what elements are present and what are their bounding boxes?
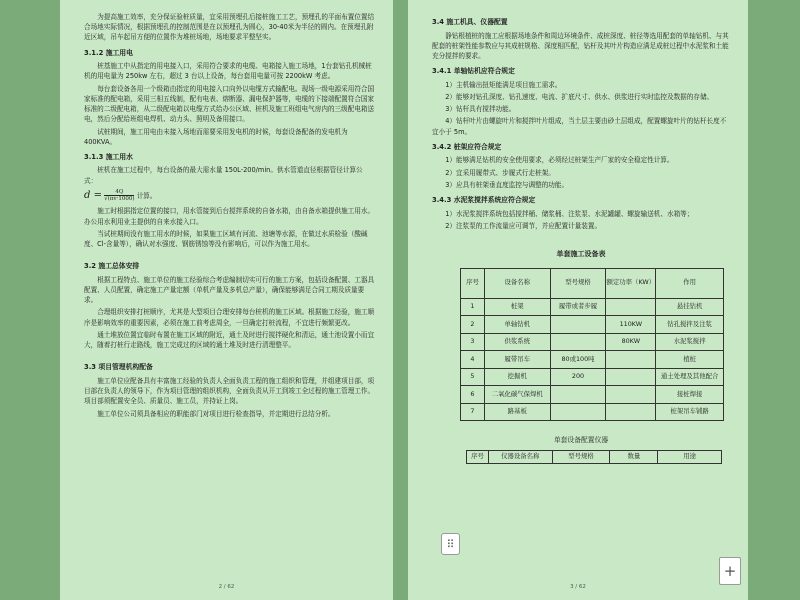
table-row — [461, 298, 724, 316]
table-cell: 通土处理及其他配合 — [656, 368, 724, 386]
table-cell: 桩架 — [484, 298, 550, 316]
document-page-left — [60, 0, 393, 600]
paragraph: 根据工程特点、施工单位的施工经验综合考虑编制切实可行的施工方案，包括设备配置、工器具配置、人员配置，确定施工产量定额（单机产量及多机总产量），确保能够满足合同工期及质量要求。 — [84, 275, 375, 305]
table-title: 单套设备配置仪器 — [553, 436, 609, 445]
paragraph: 合理组织安排打桩顺序，尤其是大型项目合理安排每台桩机的施工区域。根据施工经验，施工顺序是影响效率的重要因素，必须在施工前考虑周全，一旦确定打桩流程，不宜进行频繁更改。 — [84, 308, 375, 327]
list-item: 2）能够对钻孔深度、钻孔速度、电流、扩底尺寸、供水、供浆进行实时监控及数据的存储。 — [445, 92, 714, 101]
table-cell: 履带或者步履 — [550, 298, 606, 316]
table-row — [461, 316, 724, 334]
table-row — [461, 333, 724, 351]
table-header-row — [461, 268, 724, 298]
table-cell: 1 — [461, 298, 485, 316]
table-cell — [550, 333, 606, 351]
paragraph: 当试桩期间没有施工用水的时候，如果施工区域有河流、池塘等水源，在做过水质检验（酸碱度、Cl-含量等），确认对水强度、钢筋锈蚀等没有影响后，可以作为施工用水。 — [84, 229, 368, 249]
table-cell: 植桩 — [656, 351, 724, 369]
plus-icon: + — [723, 561, 737, 580]
table-cell: 200 — [550, 368, 606, 386]
table-cell: 路基板 — [484, 403, 550, 421]
paragraph: 施工时根据指定位置的接口，用水管接到后台搅拌系统的自备水箱，由自备水箱提供施工用水。办公用水利用业主提供的自来水接入口。 — [84, 207, 375, 226]
table-cell: 履带吊车 — [484, 351, 550, 369]
table-header-cell: 序号 — [461, 268, 485, 298]
drag-handle-icon: ⠿ — [446, 537, 455, 551]
table-cell: 钻孔搅拌及注浆 — [656, 316, 724, 334]
table-header-cell: 用途 — [658, 450, 722, 463]
list-item: 2）注浆泵的工作流量应可调节，并应配置计量装置。 — [445, 221, 602, 230]
table-cell: 水泥浆搅拌 — [656, 333, 724, 351]
list-item: 4）钻杆叶片由螺旋叶片和搅拌叶片组成，当土层主要由砂土层组成，配置螺旋叶片的钻杆长度不宜小于 5m。 — [432, 117, 727, 136]
section-heading: 3.1.3 施工用水 — [84, 152, 133, 161]
table-cell — [606, 403, 656, 421]
paragraph: 施工单位公司须具备相应的职能部门对项目进行检查指导，并定期进行总结分析。 — [97, 409, 335, 418]
instrument-table — [466, 450, 722, 464]
section-heading: 3.4 施工机具、仪器配置 — [432, 18, 508, 26]
list-item: 1）主机输出扭矩能满足项目施工需求。 — [445, 80, 562, 89]
paragraph: 通土堆放位置宜临时布置在施工区域的附近，通土及时进行搅拌硬化和清运，通土池设置小而宜大，随着打桩行走路线，施工完成过的区域的通土堆及时进行清理整平。 — [84, 330, 375, 350]
paragraph: 桩基施工中从指定的用电接入口，采用符合要求的电缆、电箱接入施工场地，1台套钻孔机械桩机的用电量为 250kw 左右，超过 3 台以上设备，每台套用电量可按 2200kW 考虑。 — [84, 62, 372, 81]
section-heading: 3.2 施工总体安排 — [84, 262, 140, 271]
table-header-cell: 作用 — [656, 268, 724, 298]
table-cell — [550, 316, 606, 334]
list-item: 3）钻杆具有搅拌功能。 — [445, 105, 516, 114]
document-page-right — [408, 0, 748, 600]
table-header-cell: 数量 — [610, 450, 658, 463]
table-cell — [606, 351, 656, 369]
table-header-cell: 额定功率（KW） — [606, 268, 656, 298]
table-header-row — [467, 450, 722, 463]
table-cell: 3 — [461, 333, 485, 351]
table-cell — [606, 368, 656, 386]
formula-fraction — [104, 189, 134, 202]
section-heading: 3.3 项目管理机构配备 — [84, 363, 153, 372]
paragraph: 静钻根植桩的施工应根据场地条件和周边环境条件、成桩深度、桩径等选用配套的单轴钻机、与其配套的桩架性能参数应与其成桩规格、深度相匹配，钻杆及其叶片构造应满足成桩过程中水泥浆和土能充分搅拌的要求。 — [432, 31, 729, 60]
table-cell: 单轴钻机 — [484, 316, 550, 334]
table-cell: 6 — [461, 386, 485, 404]
table-cell: 桩架吊车铺路 — [656, 403, 724, 421]
page-content-right — [432, 12, 730, 464]
list-item: 3）应具有桩架垂直度监控与调整的功能。 — [445, 180, 569, 189]
paragraph: 为提高施工效率，充分保证验桩质量，宜采用预埋孔后接桩施工工艺，预埋孔的平面布置位置结合场地实际情况，根据预埋孔的控制范围是在以预埋孔为圆心，30-40米为半径的圆内。在预埋孔附近区域，吊车起吊方便的位置作为堆桩场地，场地要求平整坚实。 — [84, 13, 375, 42]
table-cell: 供浆系统 — [484, 333, 550, 351]
table-cell — [550, 403, 606, 421]
table-cell — [550, 386, 606, 404]
formula-numerator: 4Q — [104, 189, 134, 196]
page-content-left — [84, 12, 375, 421]
table-cell: 7 — [461, 403, 485, 421]
table-cell: 接桩焊接 — [656, 386, 724, 404]
table-cell: 二氧化碳气保焊机 — [484, 386, 550, 404]
page-number: 2 / 62 — [218, 584, 235, 591]
paragraph: 试桩期间，施工用电由未接入场地而需要采用发电机的时候，每套设备配备的发电机为 400KVA。 — [84, 127, 348, 146]
table-header-cell: 型号规格 — [552, 450, 610, 463]
table-header-cell: 型号规格 — [550, 268, 606, 298]
table-cell: 80或100吨 — [550, 351, 606, 369]
list-item: 1）水泥浆搅拌系统包括搅拌桶、储浆桶、注浆泵、水泥罐罐、螺旋输送机、水箱等； — [445, 209, 694, 218]
table-row — [461, 403, 724, 421]
table-cell — [606, 386, 656, 404]
table-row — [461, 368, 724, 386]
section-heading: 3.1.2 施工用电 — [84, 48, 133, 57]
table-cell: 5 — [461, 368, 485, 386]
table-row — [461, 386, 724, 404]
add-button[interactable] — [719, 557, 741, 585]
section-heading: 3.4.1 单轴钻机应符合规定 — [432, 67, 515, 76]
table-title: 单套施工设备表 — [556, 249, 606, 258]
drag-handle-button[interactable] — [441, 533, 460, 555]
table-cell: 悬挂钻机 — [656, 298, 724, 316]
table-header-cell: 序号 — [467, 450, 489, 463]
table-cell: 80KW — [606, 333, 656, 351]
section-heading: 3.4.2 桩架应符合规定 — [432, 142, 502, 151]
table-cell: 110KW — [606, 316, 656, 334]
formula-suffix: 计算。 — [136, 191, 157, 200]
page-number: 3 / 62 — [570, 584, 586, 591]
list-item: 2）宜采用履带式、步履式行走桩架。 — [445, 168, 555, 177]
paragraph: 每台套设备各用一个级箱由指定的用电接入口向外以电缆方式输配电。现场一级电源采用符合国家标准的配电箱，采用三相五线制，配有电表、熔断器、漏电保护器等，电缆的下接端配置符合国家标准的二级配电箱，从二级配电箱以电缆方式给办公区域、桩机及施工班组电气房内的三级配电箱送电，然后分配给班组电焊机、动力头、照明及备用接口。 — [84, 84, 375, 124]
equipment-table — [460, 268, 724, 422]
list-item: 1）能够满足钻机的安全使用要求，必须经过桩架生产厂家的安全稳定性计算。 — [445, 156, 674, 165]
pipe-diameter-formula — [84, 188, 375, 204]
paragraph: 桩机在施工过程中，每台设备的最大需水量 150L-200/min。供水管道直径根据管径计算公式： — [84, 166, 363, 185]
table-row — [461, 351, 724, 369]
formula-lhs: d = — [84, 189, 102, 201]
section-heading: 3.4.3 水泥浆搅拌系统应符合规定 — [432, 196, 536, 204]
table-cell: 2 — [461, 316, 485, 334]
table-cell — [606, 298, 656, 316]
table-header-cell: 设备名称 — [484, 268, 550, 298]
table-header-cell: 仪器设备名称 — [488, 450, 552, 463]
paragraph: 施工单位应配备具有丰富施工经验的负责人全面负责工程的施工组织和管理，并组建项目部，项目部在负责人的领导下，作为项目管理的组织机构，全面负责从开工到竣工全过程的施工管理工作。项目部须配置安全员、质量员、施工员，并持证上岗。 — [84, 376, 375, 406]
table-cell: 4 — [461, 351, 485, 369]
table-cell: 挖掘机 — [484, 368, 550, 386]
formula-denominator: √(πv·1000) — [104, 196, 135, 203]
